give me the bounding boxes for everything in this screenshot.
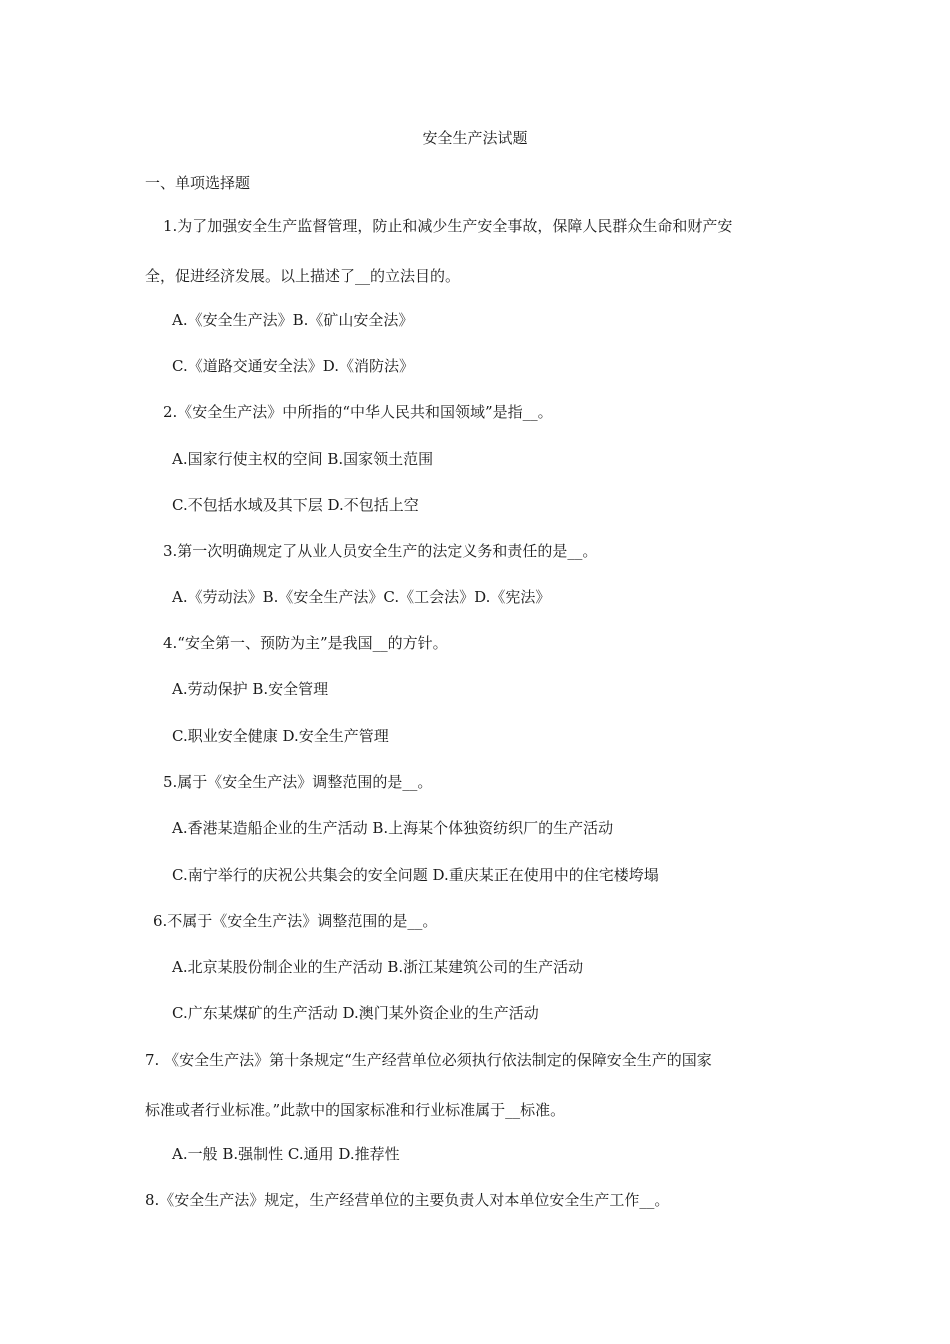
question-5-option-line1: A.香港某造船企业的生产活动 B.上海某个体独资纺织厂的生产活动: [172, 819, 614, 837]
question-1-stem-line2: 全，促进经济发展。以上描述了__的立法目的。: [145, 267, 461, 285]
question-2-option-line1: A.国家行使主权的空间 B.国家领土范围: [172, 450, 434, 468]
section-heading: 一、单项选择题: [145, 174, 251, 192]
question-1-option-line1: A.《安全生产法》B.《矿山安全法》: [172, 311, 414, 329]
question-7-option-line1: A.一般 B.强制性 C.通用 D.推荐性: [172, 1145, 400, 1163]
question-1-option-line2: C.《道路交通安全法》D.《消防法》: [172, 357, 414, 375]
question-4-option-line1: A.劳动保护 B.安全管理: [172, 680, 329, 698]
question-4-stem-line1: 4.“安全第一、预防为主”是我国__的方针。: [163, 634, 448, 652]
question-4-option-line2: C.职业安全健康 D.安全生产管理: [172, 727, 389, 745]
question-2-option-line2: C.不包括水域及其下层 D.不包括上空: [172, 496, 419, 514]
question-3-option-line1: A.《劳动法》B.《安全生产法》C.《工会法》D.《宪法》: [172, 588, 551, 606]
question-6-option-line1: A.北京某股份制企业的生产活动 B.浙江某建筑公司的生产活动: [172, 958, 584, 976]
question-8-stem-line1: 8.《安全生产法》规定，生产经营单位的主要负责人对本单位安全生产工作__。: [145, 1191, 670, 1209]
question-5-option-line2: C.南宁举行的庆祝公共集会的安全问题 D.重庆某正在使用中的住宅楼垮塌: [172, 866, 659, 884]
question-3-stem-line1: 3.第一次明确规定了从业人员安全生产的法定义务和责任的是__。: [163, 542, 598, 560]
document-title: 安全生产法试题: [422, 129, 528, 147]
question-6-stem-line1: 6.不属于《安全生产法》调整范围的是__。: [153, 912, 438, 930]
question-6-option-line2: C.广东某煤矿的生产活动 D.澳门某外资企业的生产活动: [172, 1004, 539, 1022]
question-1-stem-line1: 1.为了加强安全生产监督管理，防止和减少生产安全事故，保障人民群众生命和财产安: [163, 217, 733, 235]
question-7-stem-line2: 标准或者行业标准。”此款中的国家标准和行业标准属于__标准。: [145, 1101, 566, 1119]
question-2-stem-line1: 2.《安全生产法》中所指的“中华人民共和国领域”是指__。: [163, 403, 553, 421]
question-5-stem-line1: 5.属于《安全生产法》调整范围的是__。: [163, 773, 433, 791]
question-7-stem-line1: 7. 《安全生产法》第十条规定“生产经营单位必须执行依法制定的保障安全生产的国家: [145, 1051, 712, 1069]
